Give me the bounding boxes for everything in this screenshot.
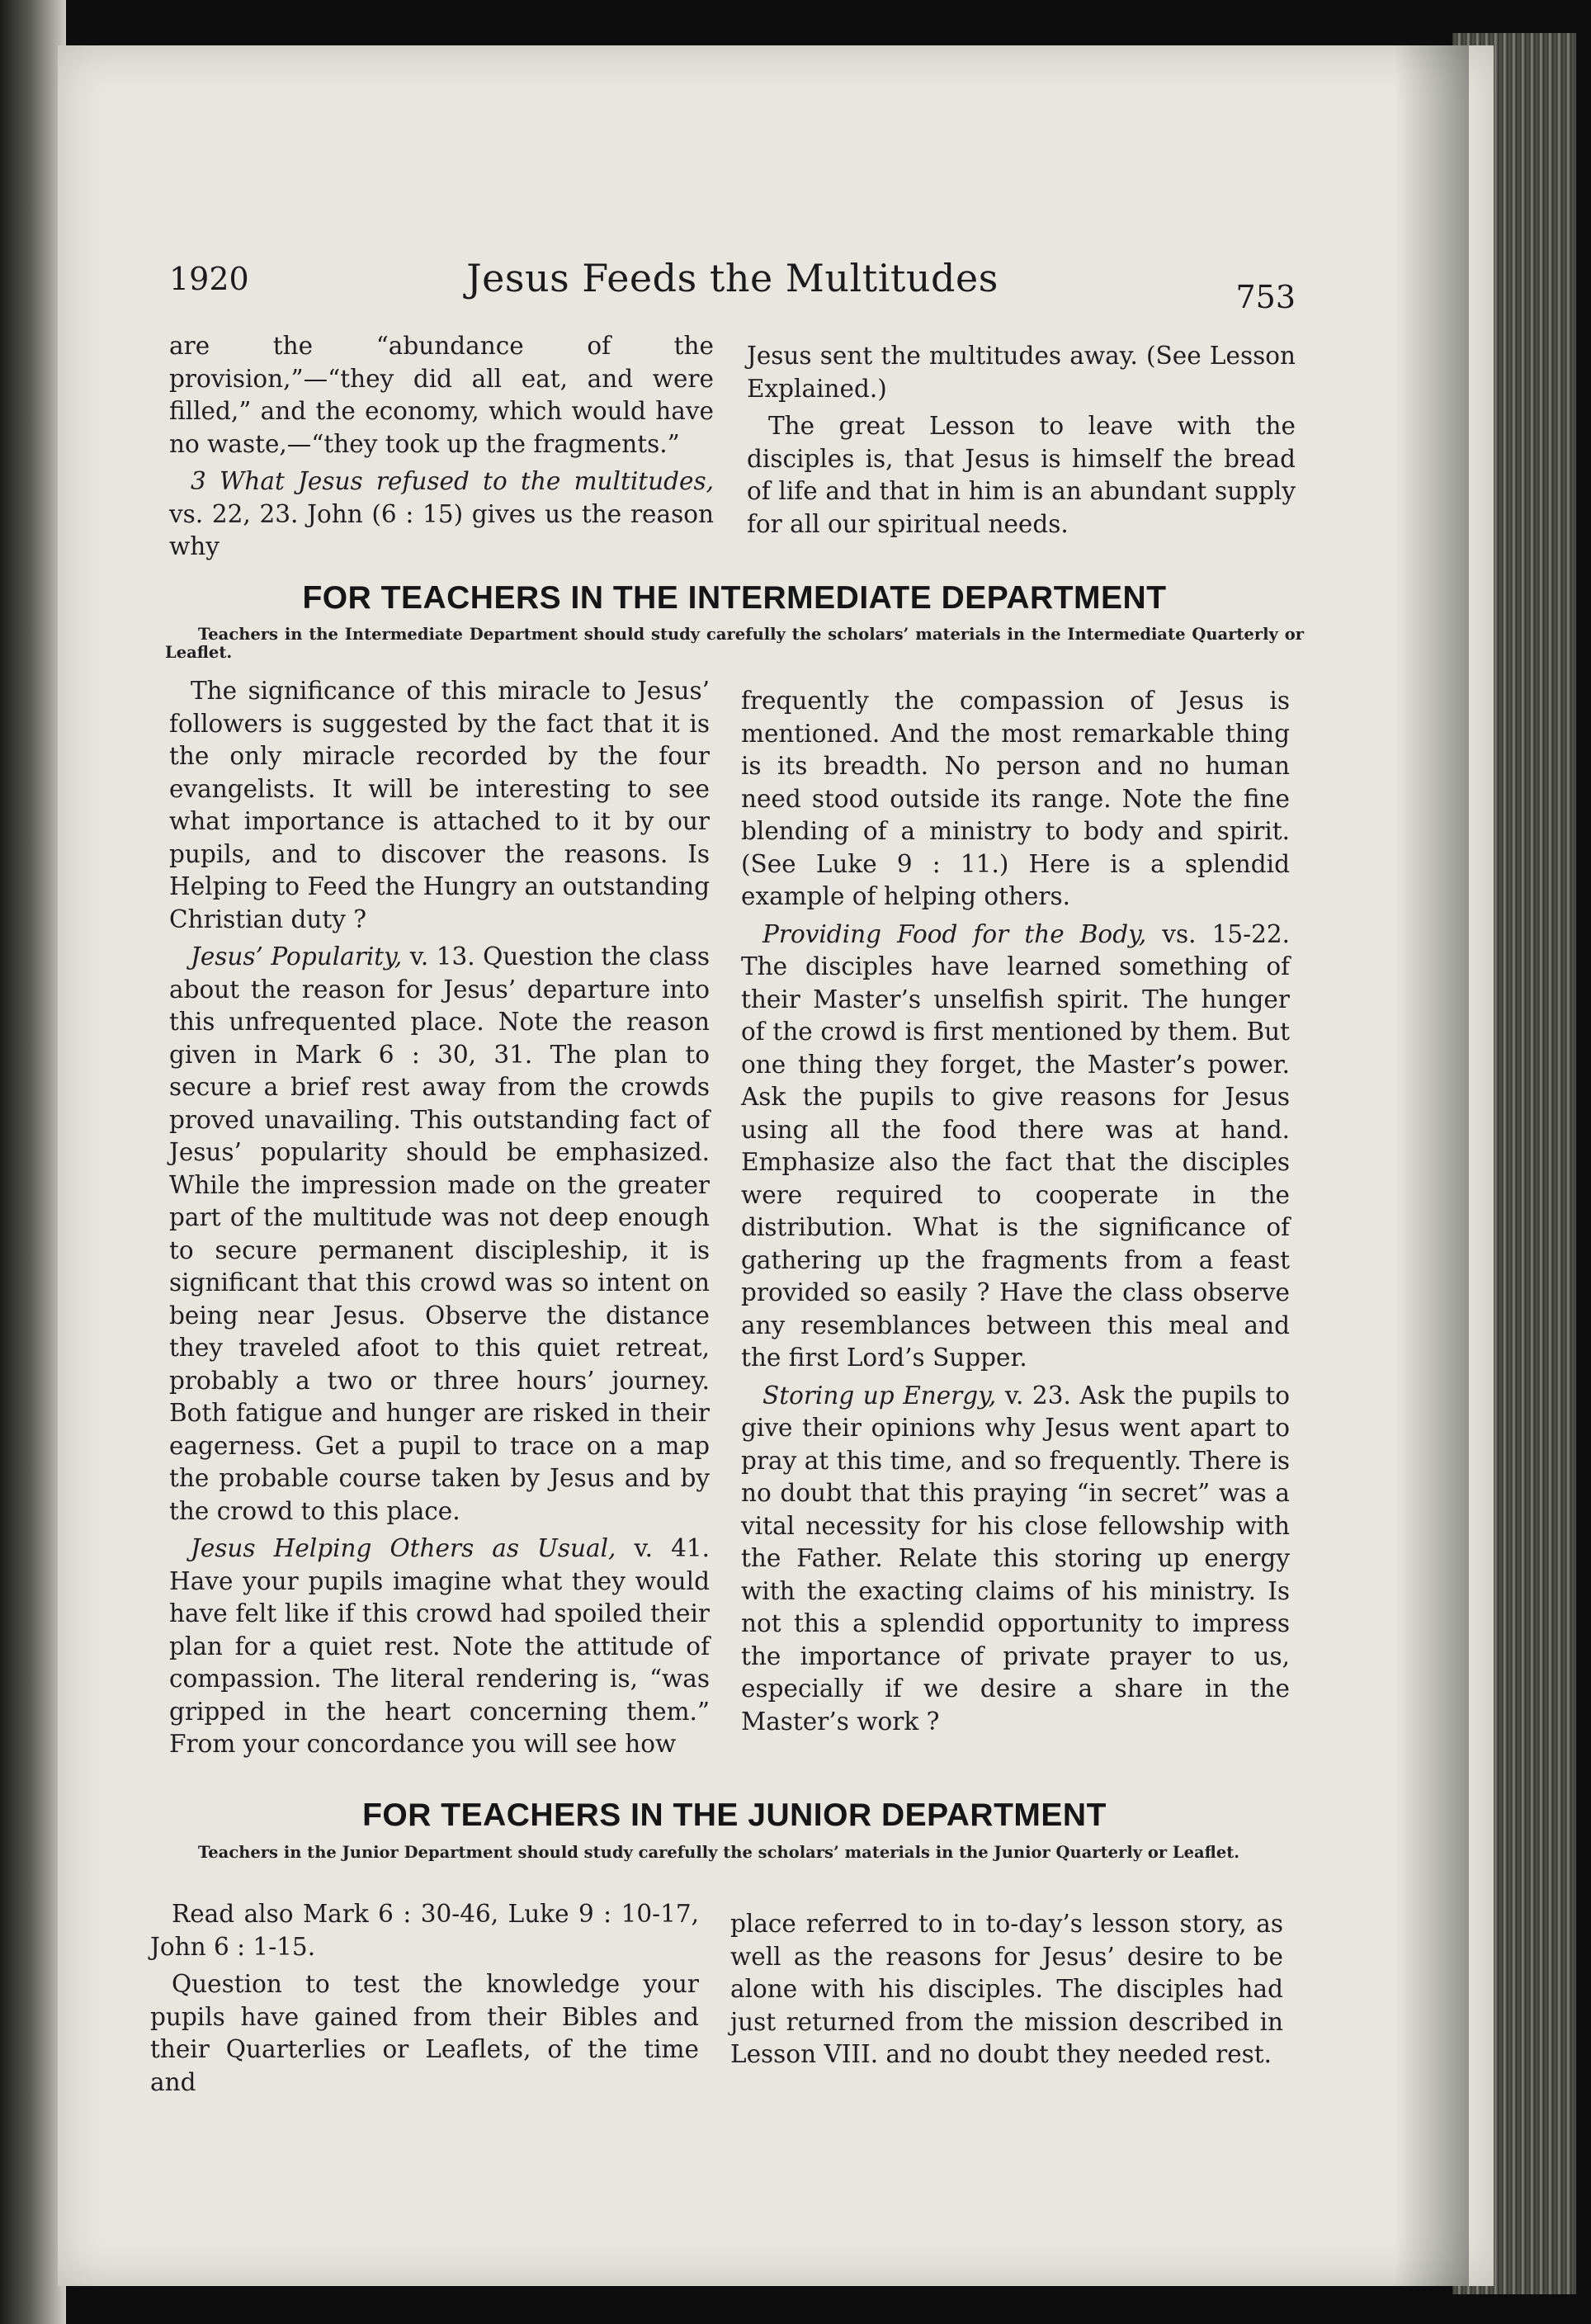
paragraph: place referred to in to-day’s lesson story, as well as the reasons for Jesus’ desire to be alone with his disciples. The disciples had just returned from the mission described in Lesson VIII. and no doubt they needed rest. xyxy=(730,1910,1283,2068)
paragraph-lead: Jesus’ Popularity, xyxy=(191,942,403,971)
running-head xyxy=(169,256,1296,322)
page-number: 753 xyxy=(1235,279,1296,315)
paragraph-text: vs. 15-22. The disciples have learned something of their Master’s unselfish spirit. The hunger of the crowd is first mentioned by them. But one thing they forget, the Master’s power. Ask the pupils to give reasons for Jesus using all the food there was at hand. Emphasize also the fact that the disciples were required to cooperate in the distribution. What is the significance of gathering up the fragments from a feast provided so easily ? Have the class observe any resemblances between this meal and the first Lord’s Supper. xyxy=(741,919,1290,1372)
top-left-column xyxy=(169,330,714,564)
paragraph xyxy=(169,941,710,1528)
paragraph-text: The significance of this miracle to Jesus’ followers is suggested by the fact that it is the only miracle recorded by the four evangelists. It will be interesting to see what importance is attached to it by our pupils, and to discover the reasons. Is Helping to Feed the Hungry an outstanding Christian duty ? xyxy=(169,677,710,933)
paragraph-text: v. 41. Have your pupils imagine what they would have felt like if this crowd had spoiled their plan for a quiet rest. Note the attitude of compassion. The literal rendering is, “was gripped in the heart concerning them.” From your concordance you will see how xyxy=(169,1534,710,1758)
top-right-column xyxy=(747,340,1296,541)
header-year: 1920 xyxy=(169,261,249,297)
paragraph: Jesus sent the multitudes away. (See Lesson Explained.) xyxy=(747,342,1296,403)
intermediate-left-column xyxy=(169,675,710,1761)
junior-left-column xyxy=(150,1898,699,2099)
junior-heading: FOR TEACHERS IN THE JUNIOR DEPARTMENT xyxy=(362,1797,1107,1833)
intermediate-right-column xyxy=(741,685,1290,1738)
paragraph: Question to test the knowledge your pupils have gained from their Bibles and their Quarterlies or Leaflets, of the time and xyxy=(150,1970,699,2096)
paragraph xyxy=(169,675,710,936)
facing-page-edge xyxy=(0,0,66,2324)
intermediate-note: Teachers in the Intermediate Department should study carefully the scholars’ materials in the Intermediate Quarterly or Leaflet. xyxy=(165,625,1304,662)
junior-right-column xyxy=(730,1908,1283,2071)
paragraph-lead: Jesus Helping Others as Usual, xyxy=(191,1534,616,1562)
paragraph-lead: 3 What Jesus refused to the multitudes, xyxy=(191,467,714,495)
header-title: Jesus Feeds the Multitudes xyxy=(466,256,999,300)
paragraph-text: v. 23. Ask the pupils to give their opinions why Jesus went apart to pray at this time, and so frequently. There is no doubt that this praying “in secret” was a vital necessity for his close fellowship with the Father. Relate this storing up energy with the exacting claims of his ministry. Is not this a splendid opportunity to impress the importance of private prayer to us, especially if we desire a share in the Master’s work ? xyxy=(741,1381,1290,1736)
paragraph-lead: Providing Food for the Body, xyxy=(762,919,1147,948)
paragraph: The great Lesson to leave with the disciples is, that Jesus is himself the bread of life and that in him is an abundant supply for all our spiritual needs. xyxy=(747,412,1296,538)
paragraph xyxy=(741,919,1290,1375)
paragraph-text: v. 13. Question the class about the reason for Jesus’ departure into this unfrequented place. Note the reason given in Mark 6 : 30, 31. The plan to secure a brief rest away from the crowds proved unavailing. This outstanding fact of Jesus’ popularity should be emphasized. While the impression made on the greater part of the multitude was not deep enough to secure permanent discipleship, it is significant that this crowd was so intent on being near Jesus. Observe the distance they traveled afoot to this quiet retreat, probably a two or three hours’ journey. Both fatigue and hunger are risked in their eagerness. Get a pupil to trace on a map the probable course taken by Jesus and by the crowd to this place. xyxy=(169,942,711,1525)
paragraph-text: frequently the compassion of Jesus is mentioned. And the most remarkable thing is its breadth. No person and no human need stood outside its range. Note the fine blending of a ministry to body and spirit. (See Luke 9 : 11.) Here is a splendid example of helping others. xyxy=(741,687,1290,910)
page-shadow xyxy=(1395,45,1469,2286)
paragraph xyxy=(169,465,714,564)
intermediate-heading: FOR TEACHERS IN THE INTERMEDIATE DEPARTMENT xyxy=(302,580,1167,616)
paragraph: are the “abundance of the provision,”—“they did all eat, and were filled,” and the economy, which would have no waste,—“they took up the fragments.” xyxy=(169,332,714,458)
junior-note: Teachers in the Junior Department should study carefully the scholars’ materials in the Junior Quarterly or Leaflet. xyxy=(198,1843,1240,1862)
paragraph-lead: Storing up Energy, xyxy=(762,1381,997,1410)
paragraph: Read also Mark 6 : 30-46, Luke 9 : 10-17, John 6 : 1-15. xyxy=(150,1900,699,1961)
paragraph xyxy=(741,685,1290,914)
paragraph xyxy=(741,1380,1290,1739)
paragraph xyxy=(169,1533,710,1761)
paragraph-text: vs. 22, 23. John (6 : 15) gives us the reason why xyxy=(169,499,714,560)
